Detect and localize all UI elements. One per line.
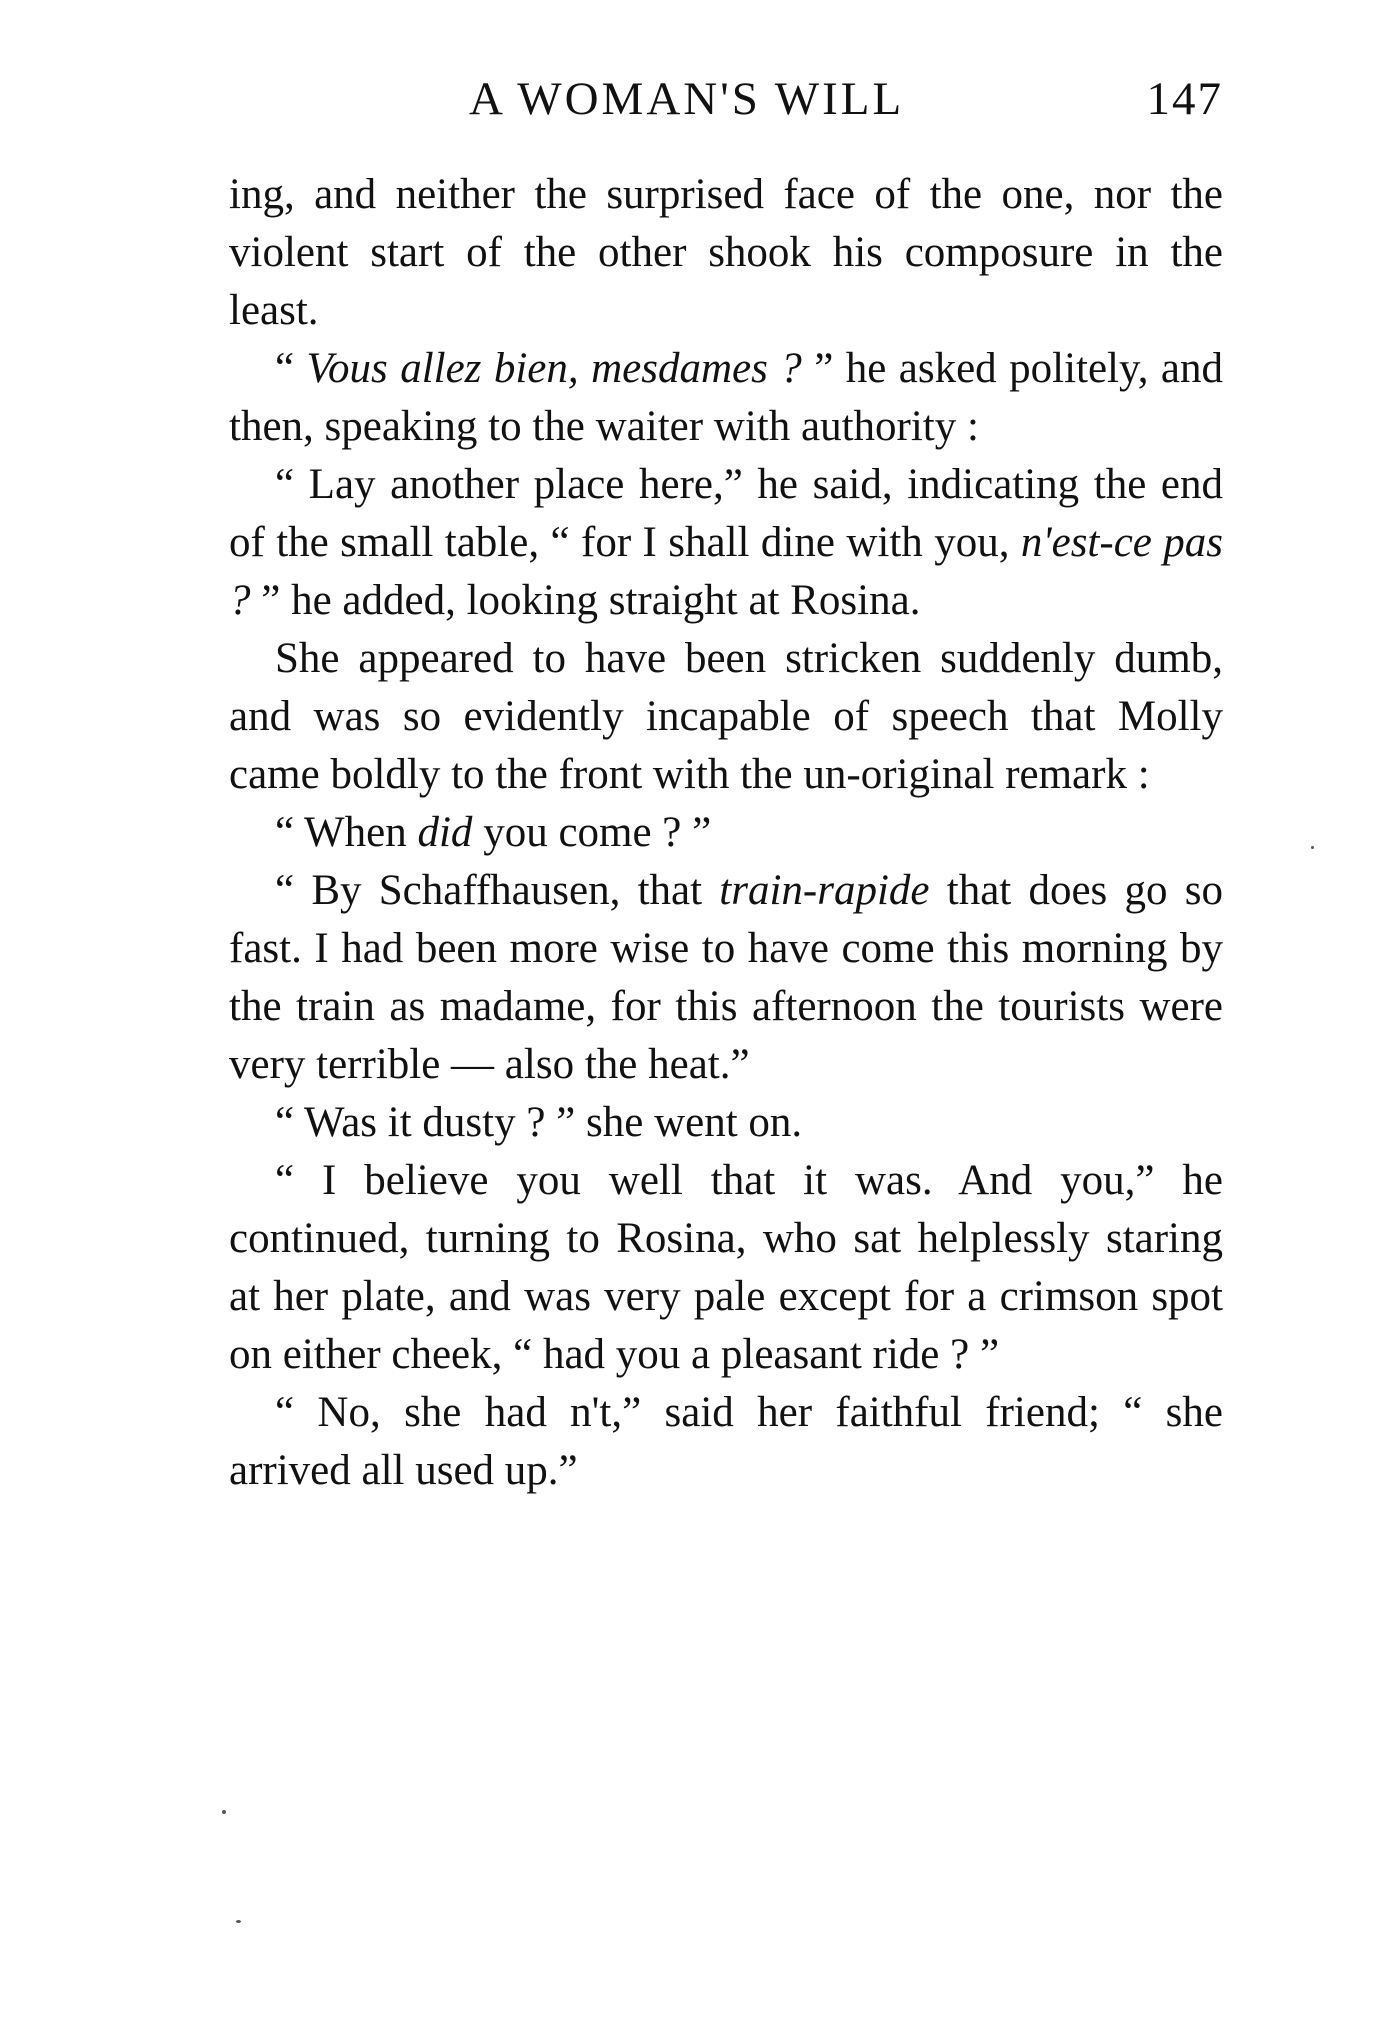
- page-header: [229, 72, 1223, 132]
- paragraph: [229, 456, 1223, 630]
- paragraph-text: “ By Schaffhausen, that: [275, 867, 720, 914]
- print-speck: [236, 1920, 241, 1923]
- italic-phrase: did: [417, 809, 473, 856]
- running-title: A WOMAN'S WILL: [469, 73, 905, 125]
- body-text: [229, 166, 1223, 1500]
- paragraph: [229, 1094, 1223, 1152]
- print-speck: [222, 1810, 226, 1814]
- paragraph-text: “: [275, 345, 307, 392]
- paragraph-text: ing, and neither the surprised face of the one, nor the violent start of the other shook his composure in the least.: [229, 171, 1223, 334]
- paragraph-text: that does go so fast. I had been more wise to have come this morning by the train as madame, for this afternoon the tourists were very terrible — also the heat.”: [229, 867, 1223, 1088]
- italic-phrase: train-rapide: [719, 867, 930, 914]
- paragraph: [229, 166, 1223, 340]
- paragraph-text: “ I believe you well that it was. And you,” he continued, turning to Rosina, who sat helplessly staring at her plate, and was very pale except for a crimson spot on either cheek, “ had you a pleasant ride ? ”: [229, 1157, 1223, 1378]
- paragraph-text: “ Lay another place here,” he said, indicating the end of the small table, “ for I shall dine with you,: [229, 461, 1223, 566]
- page-number: 147: [1146, 73, 1223, 125]
- paragraph: [229, 1152, 1223, 1384]
- paragraph-text: “ No, she had n't,” said her faithful friend; “ she arrived all used up.”: [229, 1389, 1223, 1494]
- print-speck: [1311, 846, 1314, 849]
- paragraph-text: She appeared to have been stricken suddenly dumb, and was so evidently incapable of speech that Molly came boldly to the front with the un-original remark :: [229, 635, 1223, 798]
- paragraph-text: you come ? ”: [472, 809, 712, 856]
- paragraph: [229, 862, 1223, 1094]
- paragraph: [229, 340, 1223, 456]
- paragraph-text: ” he asked politely, and then, speaking to the waiter with authority :: [229, 345, 1223, 450]
- paragraph: [229, 804, 1223, 862]
- italic-phrase: Vous allez bien, mesdames ?: [306, 345, 802, 392]
- paragraph: [229, 630, 1223, 804]
- paragraph-text: “ When: [275, 809, 418, 856]
- paragraph-text: ” he added, looking straight at Rosina.: [250, 577, 921, 624]
- paragraph: [229, 1384, 1223, 1500]
- paragraph-text: “ Was it dusty ? ” she went on.: [275, 1099, 803, 1146]
- italic-phrase: n'est-ce pas ?: [229, 519, 1224, 624]
